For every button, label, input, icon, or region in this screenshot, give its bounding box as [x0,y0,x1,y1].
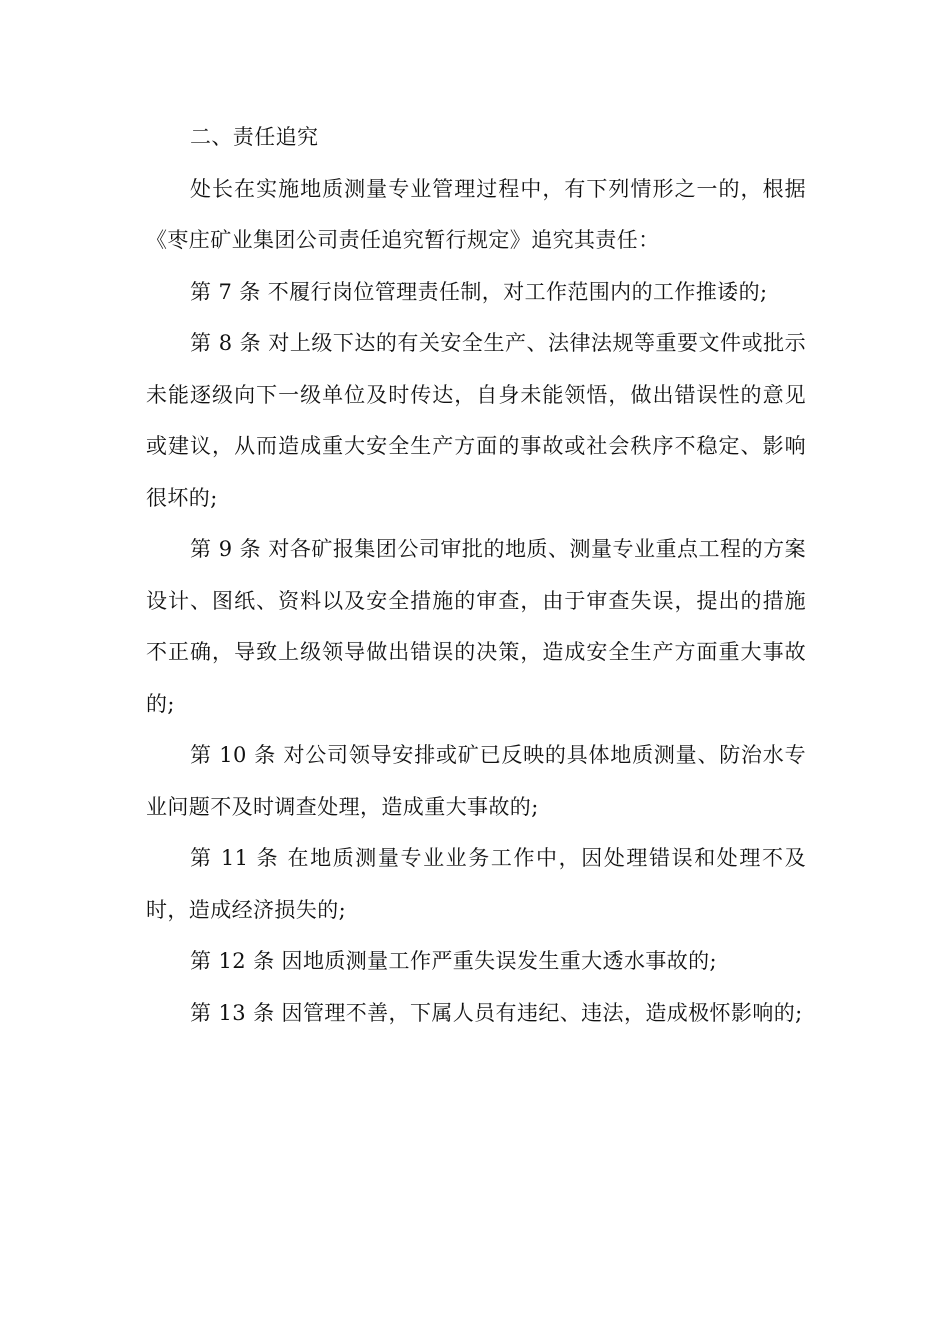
article-11: 第 11 条 在地质测量专业业务工作中，因处理错误和处理不及时，造成经济损失的; [146,846,806,922]
article-9: 第 9 条 对各矿报集团公司审批的地质、测量专业重点工程的方案设计、图纸、资料以及安全措施的审查，由于审查失误，提出的措施不正确，导致上级领导做出错误的决策，造成安全生产方面重大事故的; [146,537,806,716]
article-10: 第 10 条 对公司领导安排或矿已反映的具体地质测量、防治水专业问题不及时调查处理，造成重大事故的; [146,743,806,819]
article-13: 第 13 条 因管理不善，下属人员有违纪、违法，造成极怀影响的; [190,1000,803,1025]
document-body [146,112,806,1039]
section-heading: 二、责任追究 [190,125,319,149]
intro-paragraph: 处长在实施地质测量专业管理过程中，有下列情形之一的，根据《枣庄矿业集团公司责任追究暂行规定》追究其责任： [146,176,806,252]
article-12: 第 12 条 因地质测量工作严重失误发生重大透水事故的; [190,949,718,973]
article-7: 第 7 条 不履行岗位管理责任制，对工作范围内的工作推诿的; [190,279,768,304]
article-8: 第 8 条 对上级下达的有关安全生产、法律法规等重要文件或批示未能逐级向下一级单位及时传达，自身未能领悟，做出错误性的意见或建议，从而造成重大安全生产方面的事故或社会秩序不稳定、影响很坏的; [146,331,806,510]
